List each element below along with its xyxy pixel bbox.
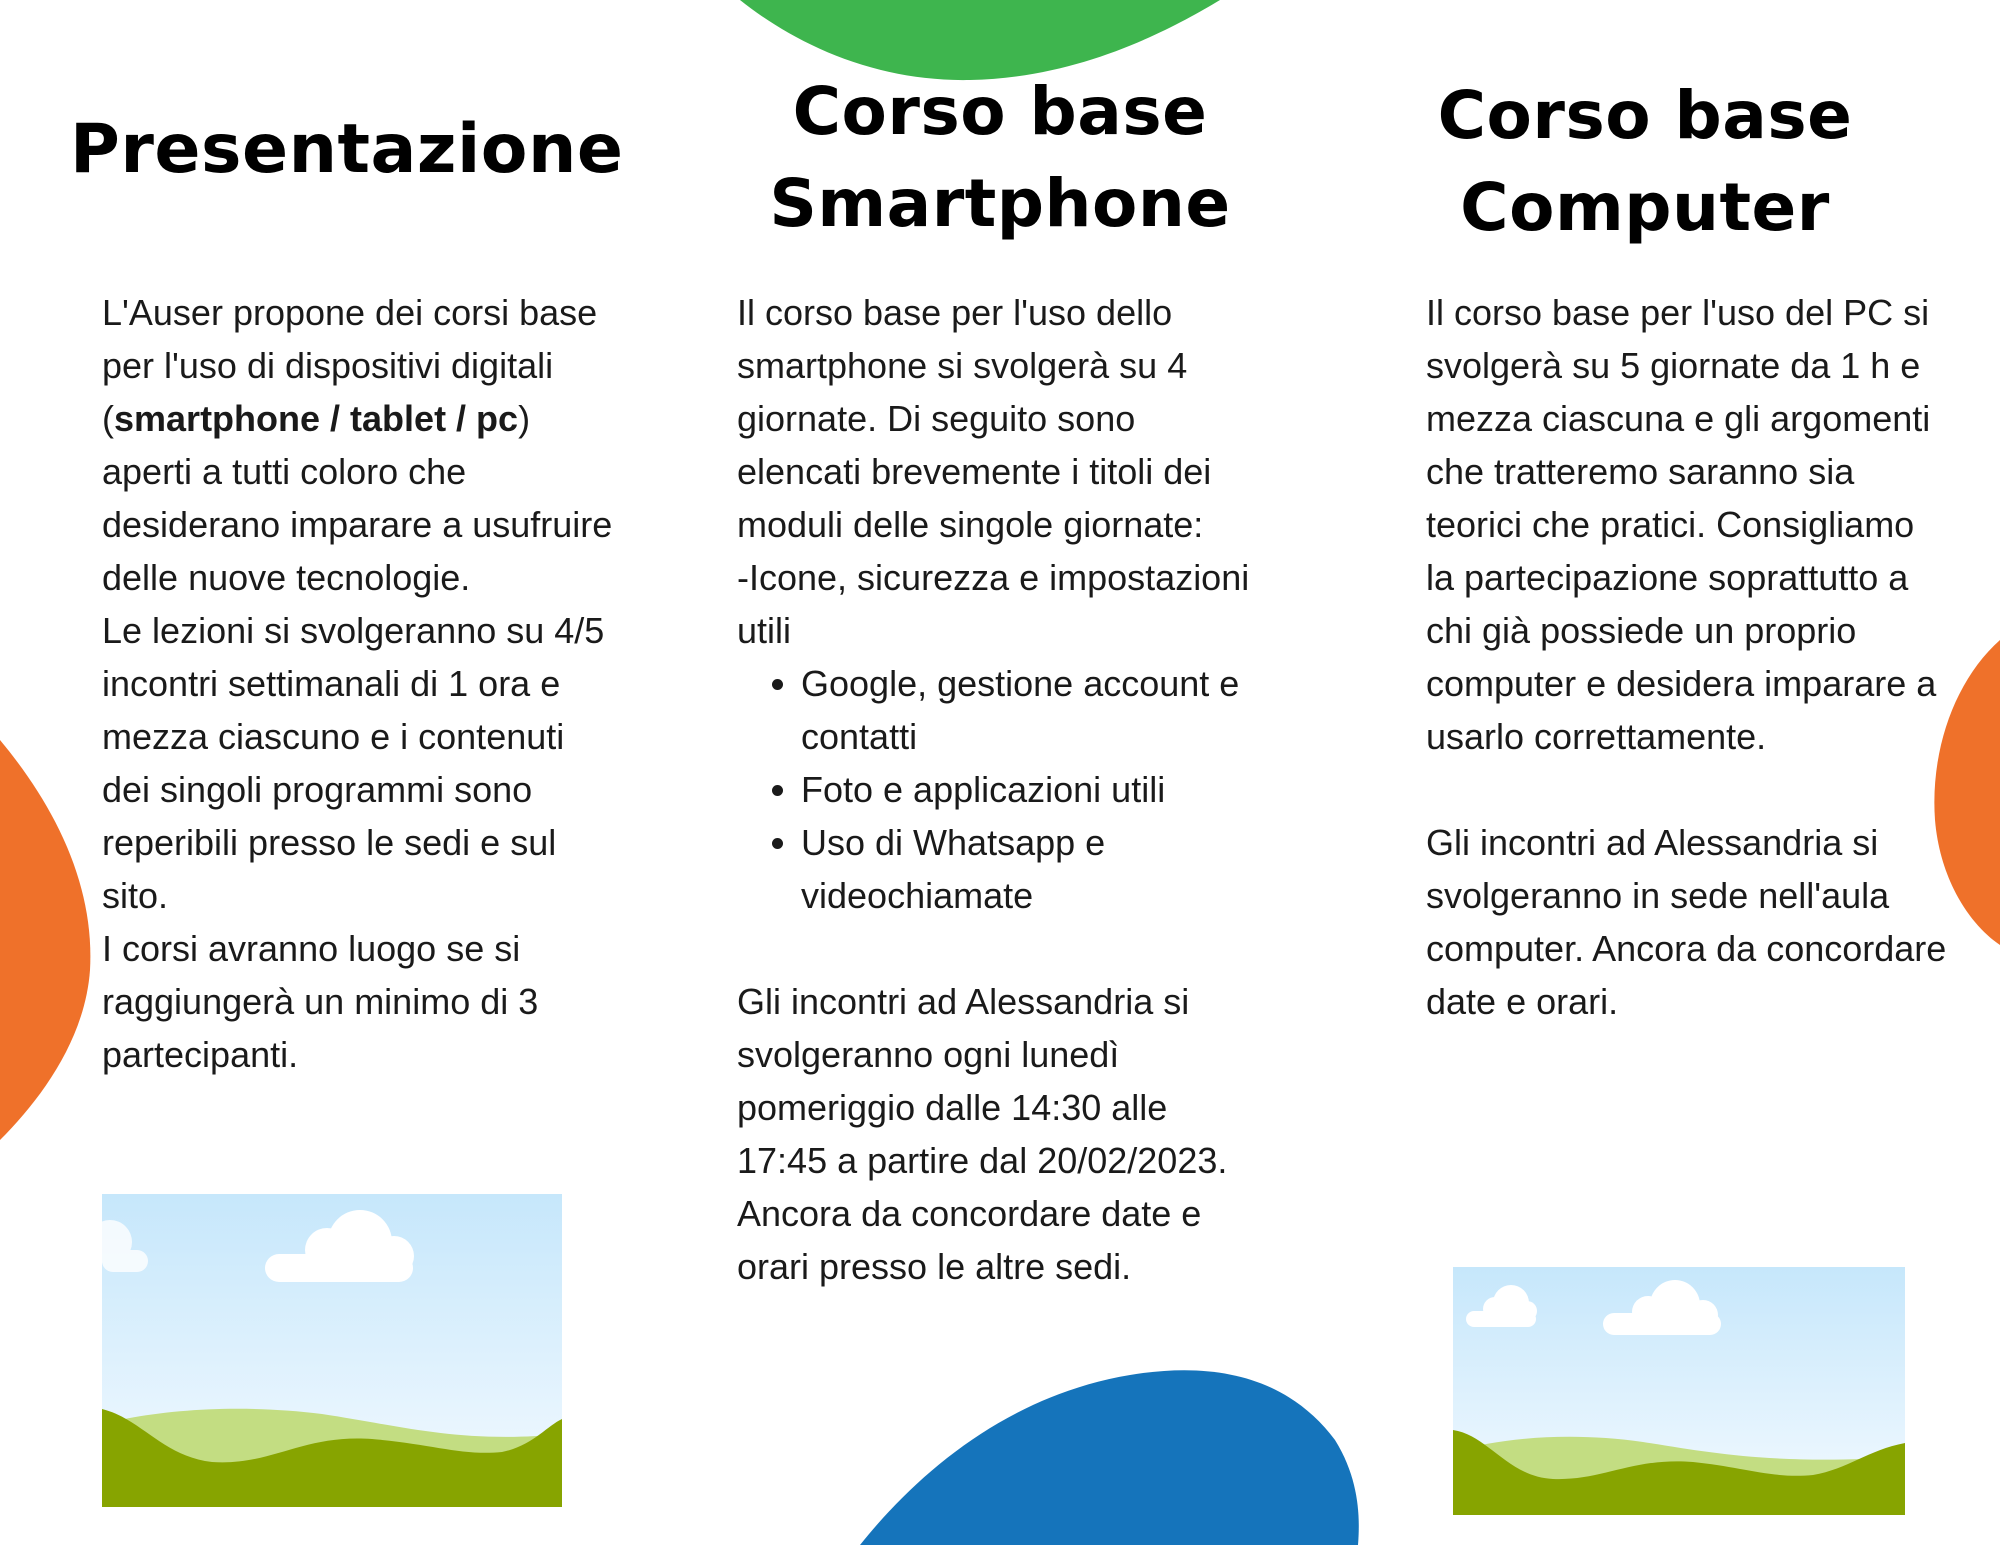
spacer <box>737 922 1257 975</box>
blue-blob-bottom <box>840 1360 1380 1545</box>
computer-title-line1: Corso base <box>1437 77 1853 154</box>
computer-paragraph-1: Il corso base per l'uso del PC si svolgerà su 5 giornate da 1 h e mezza ciascuna e gli argomenti che tratteremo saranno sia teorici che pratici. Consigliamo la partecipazione soprattutto a chi già possiede un proprio computer e desidera imparare a usarlo correttamente. <box>1426 292 1937 757</box>
presentazione-title: Presentazione <box>70 110 624 189</box>
smartphone-body <box>737 286 1257 1293</box>
smartphone-title-line1: Corso base <box>792 73 1208 150</box>
orange-blob-left-shape <box>0 740 90 1140</box>
presentazione-paragraph-2: Le lezioni si svolgeranno su 4/5 incontri settimanali di 1 ora e mezza ciascuno e i contenuti dei singoli programmi sono reperibili presso le sedi e sul sito. <box>102 610 605 916</box>
computer-paragraph-2: Gli incontri ad Alessandria si svolgeranno in sede nell'aula computer. Ancora da concordare date e orari. <box>1426 822 1947 1022</box>
landscape-image-right <box>1453 1267 1905 1515</box>
presentazione-paragraph-3: I corsi avranno luogo se si raggiungerà un minimo di 3 partecipanti. <box>102 928 539 1075</box>
list-item: • Foto e applicazioni utili <box>801 763 1257 816</box>
presentazione-body <box>102 286 622 1081</box>
smartphone-module-first: -Icone, sicurezza e impostazioni utili <box>737 557 1250 651</box>
paragraph-text: L'Auser propone dei corsi base per l'uso di dispositivi digitali ( <box>102 292 598 439</box>
orange-blob-left <box>0 740 100 1140</box>
spacer <box>1426 763 1951 816</box>
smartphone-intro: Il corso base per l'uso dello smartphone si svolgerà su 4 giornate. Di seguito sono elencati brevemente i titoli dei moduli delle singole giornate: <box>737 292 1212 545</box>
list-item: • Google, gestione account e contatti <box>801 657 1257 763</box>
smartphone-module-list <box>737 657 1257 922</box>
devices-bold-text: smartphone / tablet / pc <box>114 398 519 439</box>
presentazione-paragraph-1 <box>102 286 622 604</box>
blue-blob-shape <box>860 1370 1359 1545</box>
computer-body <box>1426 286 1951 1028</box>
paragraph-text: ) aperti a tutti coloro che desiderano imparare a usufruire delle nuove tecnologie. <box>102 398 613 598</box>
smartphone-title-line2: Smartphone <box>769 165 1231 242</box>
smartphone-closing: Gli incontri ad Alessandria si svolgeranno ogni lunedì pomeriggio dalle 14:30 alle 17:45 a partire dal 20/02/2023. Ancora da concordare date e orari presso le altre sedi. <box>737 981 1228 1287</box>
smartphone-title <box>740 66 1260 250</box>
list-item: • Uso di Whatsapp e videochiamate <box>801 816 1257 922</box>
landscape-image-left <box>102 1194 562 1507</box>
computer-title <box>1385 70 1905 254</box>
computer-title-line2: Computer <box>1460 169 1830 246</box>
